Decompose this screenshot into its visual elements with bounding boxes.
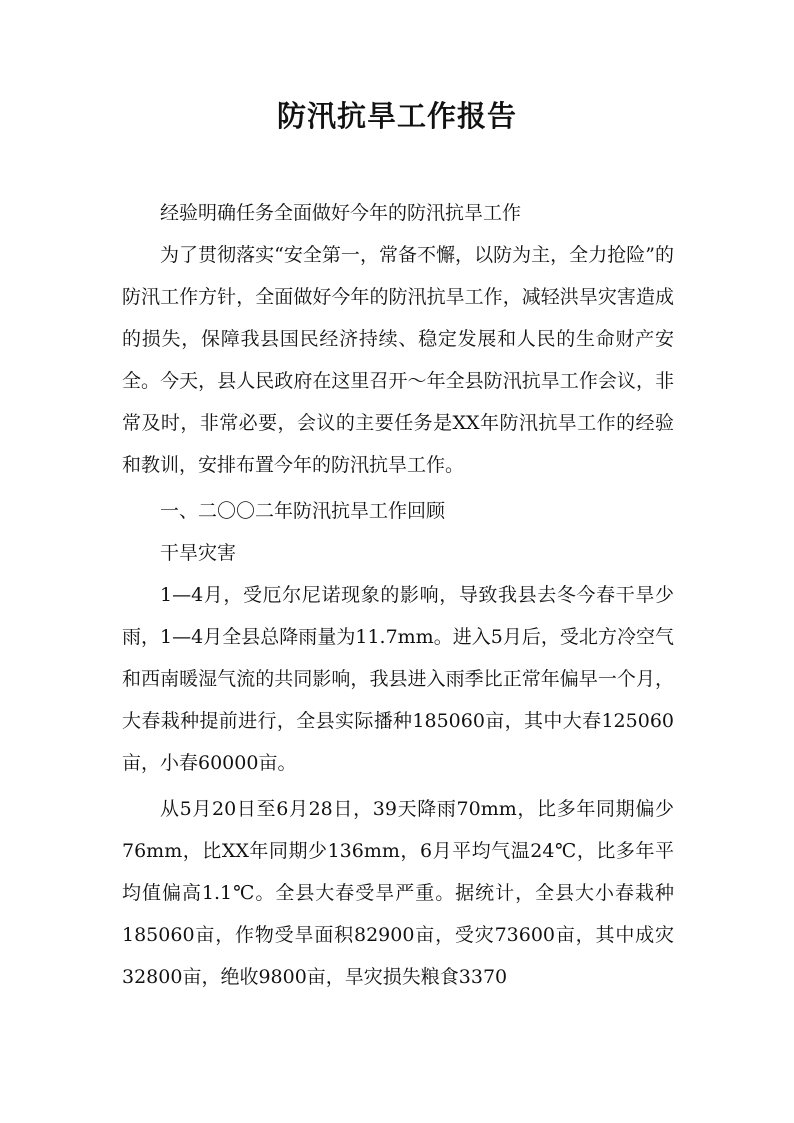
paragraph-rainfall: 1—4月，受厄尔尼诺现象的影响，导致我县去冬今春干旱少雨，1—4月全县总降雨量为11.7mm。进入5月后，受北方冷空气和西南暖湿气流的共同影响，我县进入雨季比正常年偏早一个月，大春栽种提前进行，全县实际播种185060亩，其中大春125060亩，小春60000亩。: [122, 584, 674, 774]
section-heading: 一、二〇〇二年防汛抗旱工作回顾: [160, 500, 446, 522]
subsection-heading: 干旱灾害: [160, 542, 237, 564]
paragraph-summary: 经验明确任务全面做好今年的防汛抗旱工作: [160, 202, 522, 224]
document-body: [122, 192, 674, 998]
paragraph-intro: 为了贯彻落实“安全第一，常备不懈，以防为主，全力抢险”的防汛工作方针，全面做好今年的防汛抗旱工作，减轻洪旱灾害造成的损失，保障我县国民经济持续、稳定发展和人民的生命财产安全。今天，县人民政府在这里召开～年全县防汛抗旱工作会议，非常及时，非常必要，会议的主要任务是XX年防汛抗旱工作的经验和教训，安排布置今年的防汛抗旱工作。: [122, 244, 674, 476]
document-title: 防汛抗旱工作报告: [276, 99, 517, 133]
paragraph-drought-stats: 从5月20日至6月28日，39天降雨70mm，比多年同期偏少76mm，比XX年同期少136mm，6月平均气温24℃，比多年平均值偏高1.1℃。全县大春受旱严重。据统计，全县大小春栽种185060亩，作物受旱面积82900亩，受灾73600亩，其中成灾32800亩，绝收9800亩，旱灾损失粮食3370: [122, 798, 674, 988]
